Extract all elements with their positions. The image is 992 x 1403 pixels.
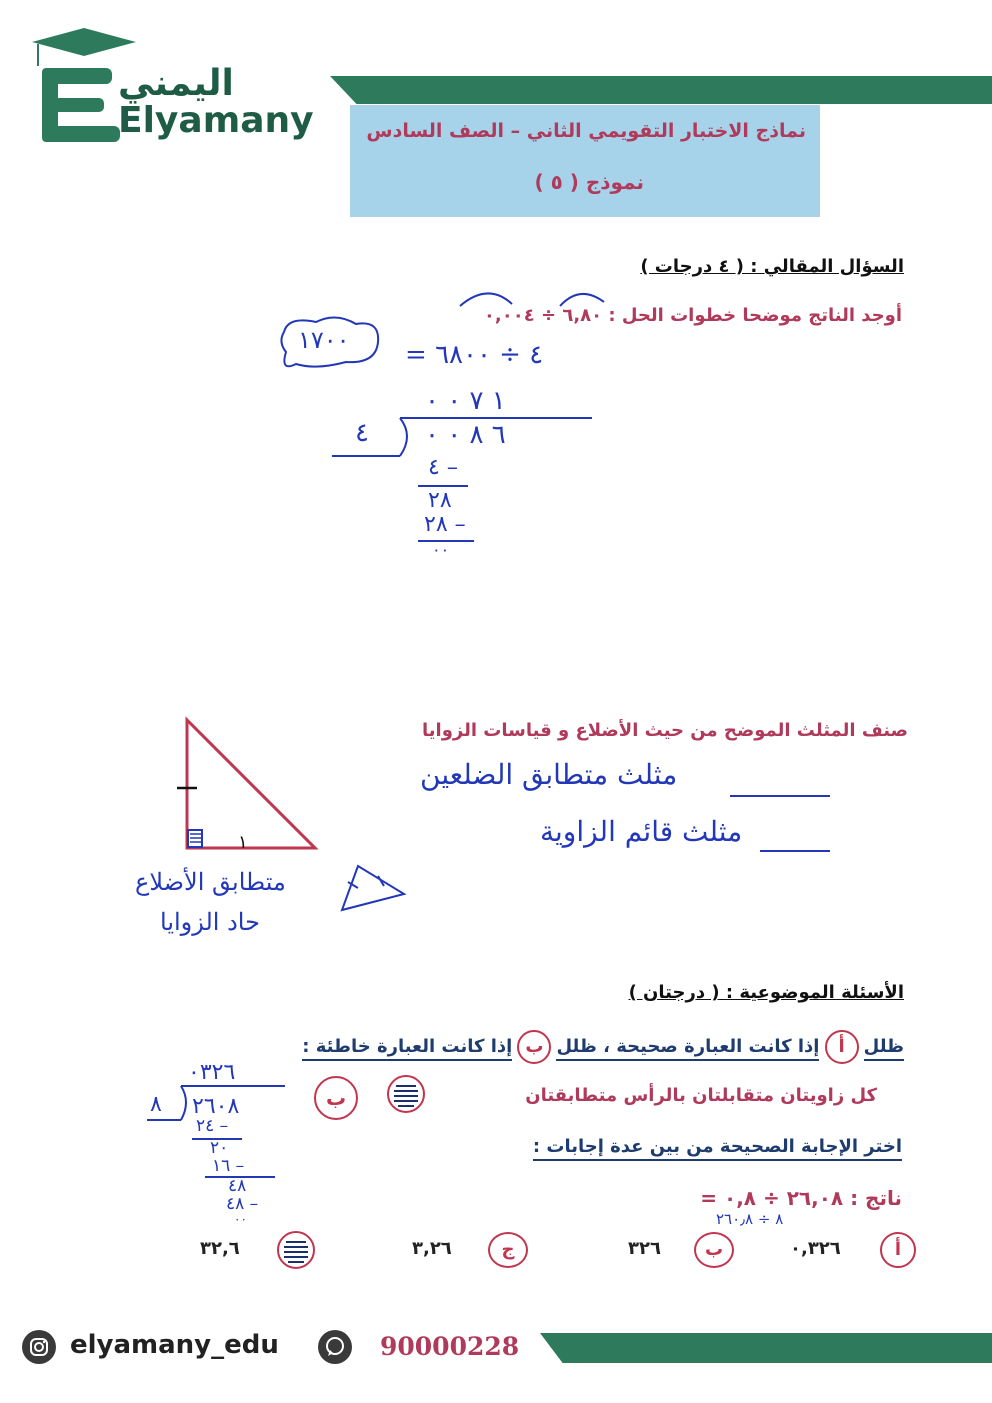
mc-option-value: ٣,٢٦ — [412, 1238, 452, 1259]
side-dividend: ٢٦٠٨ — [192, 1094, 240, 1119]
q1-step: ٢٨ – — [424, 512, 466, 537]
q2-note2: حاد الزوايا — [160, 908, 260, 936]
side-step: ٠٠ — [234, 1212, 247, 1226]
side-step: ٢٤ – — [196, 1116, 229, 1136]
tf-option-b[interactable]: ب — [314, 1076, 358, 1120]
decimal-shift-arcs — [440, 280, 620, 310]
q1-work-line: = ٤ ÷ ٦٨٠٠ — [405, 340, 544, 370]
q1-answer: ١٧٠٠ — [298, 326, 350, 354]
q2-answer2-underline — [760, 850, 830, 852]
mc-instruction-wrap — [533, 1136, 902, 1157]
q2-answer2: مثلث قائم الزاوية — [540, 815, 743, 848]
footer-phone: 90000228 — [380, 1332, 520, 1361]
whatsapp-icon — [318, 1330, 352, 1364]
option-circle-b: ب — [517, 1030, 551, 1064]
instagram-icon — [22, 1330, 56, 1364]
mc-work-note: ٨ ÷ ٢٦٠٫٨ — [716, 1210, 784, 1228]
instruction-part: إذا كانت العبارة صحيحة ، ظلل — [556, 1036, 819, 1061]
mc-option-b[interactable] — [694, 1232, 734, 1266]
side-step: ٢٠ — [210, 1138, 229, 1158]
header-model: نموذج ( ٥ ) — [534, 170, 644, 194]
q1-step: ٠٠ — [432, 540, 450, 559]
objective-heading: الأسئلة الموضوعية : ( درجتان ) — [628, 982, 904, 1003]
footer-handle: elyamany_edu — [70, 1330, 279, 1360]
side-quotient: ٠٣٢٦ — [188, 1060, 236, 1085]
instruction-part: ظلل — [864, 1036, 904, 1061]
q1-step-line — [418, 485, 468, 487]
q1-step: ٤ – — [428, 455, 458, 480]
tf-option-a-shaded[interactable] — [386, 1074, 426, 1114]
mc-option-letter: ج — [488, 1232, 528, 1268]
mc-question: ناتج : ٢٦,٠٨ ÷ ٠,٨ = — [700, 1186, 902, 1210]
instagram-glyph-icon — [22, 1330, 56, 1364]
mc-option-letter: ب — [694, 1232, 734, 1268]
right-triangle-figure — [175, 712, 325, 857]
q2-answer1: مثلث متطابق الضلعين — [420, 758, 678, 791]
acute-triangle-sketch-icon — [338, 862, 408, 914]
logo-arabic: اليمني — [118, 63, 234, 104]
header-green-bar — [330, 76, 992, 104]
shaded-circle-icon — [276, 1230, 316, 1270]
side-step: ٤٨ – — [226, 1194, 259, 1214]
side-step: ٤٨ — [228, 1176, 247, 1196]
mc-option-letter: أ — [880, 1232, 916, 1268]
mc-option-value: ٠,٣٢٦ — [790, 1238, 841, 1259]
tf-statement: كل زاويتان متقابلتان بالرأس متطابقتان — [525, 1085, 877, 1106]
q1-divisor: ٤ — [355, 418, 369, 448]
side-step: ١٦ – — [212, 1156, 245, 1176]
q1-text: أوجد الناتج موضحا خطوات الحل : ٦,٨٠ ÷ ٠,٠٠٤ — [483, 305, 902, 326]
essay-heading: السؤال المقالي : ( ٤ درجات ) — [640, 256, 904, 277]
side-divisor: ٨ — [150, 1092, 162, 1117]
option-circle-a: أ — [825, 1030, 859, 1064]
q1-dividend: ٦ ٨ ٠ ٠ — [425, 420, 506, 450]
answer-cloud — [276, 312, 386, 372]
q2-text: صنف المثلث الموضح من حيث الأضلاع و قياسات الزوايا — [422, 720, 908, 741]
mc-option-d-shaded[interactable] — [276, 1230, 316, 1270]
whatsapp-glyph-icon — [318, 1330, 352, 1364]
mc-option-a[interactable] — [880, 1232, 914, 1266]
mc-option-value: ٣٢,٦ — [200, 1238, 240, 1259]
q1-step: ٢٨ — [428, 488, 452, 513]
instruction-part: إذا كانت العبارة خاطئة : — [302, 1036, 512, 1061]
q2-side-label: ١ — [238, 832, 248, 853]
objective-instruction — [302, 1030, 904, 1064]
mc-option-c[interactable] — [488, 1232, 528, 1266]
q2-answer1-underline — [730, 795, 830, 797]
mc-instruction: اختر الإجابة الصحيحة من بين عدة إجابات : — [533, 1136, 902, 1161]
footer-green-bar — [540, 1333, 992, 1363]
q2-note1: متطابق الأضلاع — [135, 868, 286, 896]
mc-option-value: ٣٢٦ — [628, 1238, 661, 1259]
logo-english: Elyamany — [118, 100, 314, 141]
header-title: نماذج الاختبار التقويمي الثاني – الصف السادس — [366, 120, 806, 142]
shaded-circle-icon — [386, 1074, 426, 1114]
q1-quotient: ١ ٧ ٠ ٠ — [425, 386, 506, 416]
